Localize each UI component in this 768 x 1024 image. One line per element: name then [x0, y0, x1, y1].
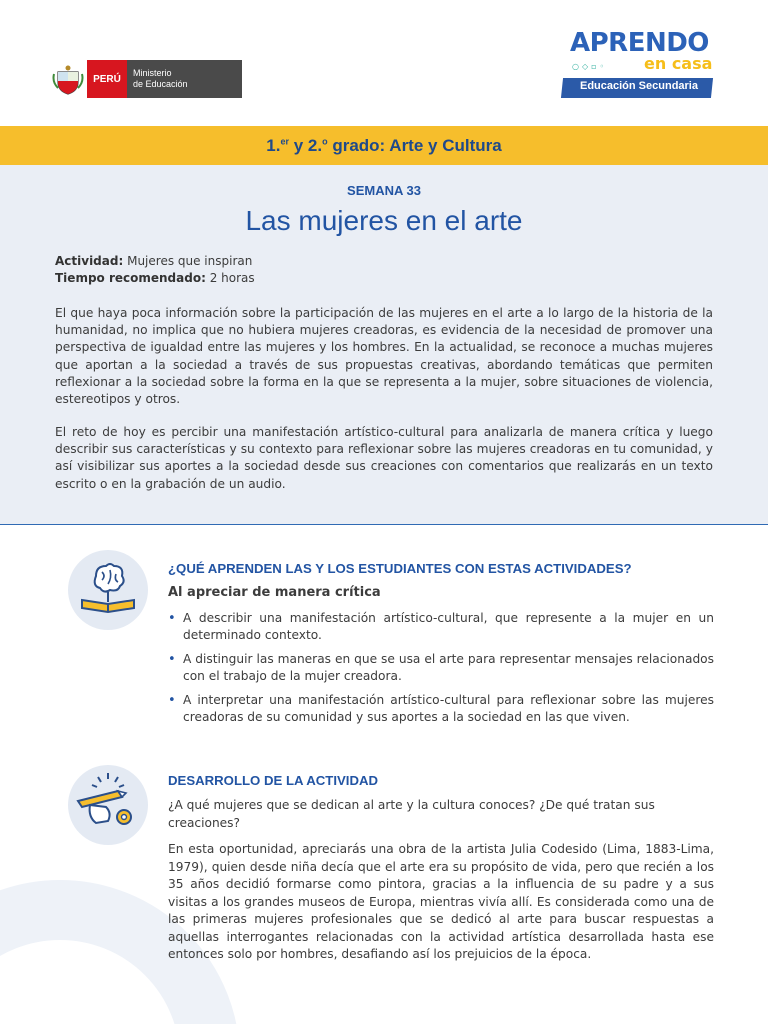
- gob-ministry-line2: de Educación: [133, 79, 188, 89]
- brand-dots-decoration: ○◇▫◦: [572, 62, 608, 71]
- grade-title: [266, 136, 501, 156]
- learning-heading: ¿QUÉ APRENDEN LAS Y LOS ESTUDIANTES CON ESTAS ACTIVIDADES?: [168, 561, 632, 576]
- brand-title: APRENDO: [570, 28, 709, 58]
- grade-title-text: 1.$^{er}$ y 2.$^o$ grado: Arte y Cultura: [266, 135, 502, 155]
- time-line: [55, 270, 255, 287]
- brand-ribbon-text: Educación Secundaria: [580, 80, 698, 92]
- brain-book-icon: [68, 550, 148, 630]
- page-title: Las mujeres en el arte: [245, 205, 523, 236]
- development-question: ¿A qué mujeres que se dedican al arte y la cultura conoces? ¿De qué tratan sus creaciones?: [168, 798, 655, 830]
- development-icon-circle: [68, 765, 148, 845]
- brand-subtitle: en casa: [644, 54, 713, 73]
- list-item: • A distinguir las maneras en que se usa el arte para representar mensajes relacionados con el trabajo de la mujer creadora.: [168, 651, 714, 685]
- learning-icon-circle: [68, 550, 148, 630]
- activity-line: [55, 253, 255, 270]
- hand-pencil-gear-icon: [68, 765, 148, 845]
- grade-bar: [0, 126, 768, 165]
- page-header: [0, 0, 768, 126]
- time-value: 2 horas: [209, 271, 255, 285]
- activity-meta: [55, 253, 255, 287]
- learning-list: [168, 610, 714, 733]
- list-item: • A describir una manifestación artístico-cultural, que represente a la mujer en un determinado contexto.: [168, 610, 714, 644]
- intro-panel: [0, 165, 768, 525]
- development-body: En esta oportunidad, apreciarás una obra de la artista Julia Codesido (Lima, 1883-Lima, 1979), quien desde niña decía que el arte era su propósito de vida, pero que recién a los 35 años decidió formarse como pintora, gracias a la influencia de su padre y a sus visitas a los grandes museos de Europa, mientras vivía allí. Es considerada como una de las primeras mujeres profesionales que se dedicó al arte para buscar respuestas a aquellas interrogantes relacionadas con la actividad artística desarrollada hasta ese entonces solo por hombres, desafiando así los prejuicios de la época.: [168, 842, 714, 961]
- intro-paragraph-2: El reto de hoy es percibir una manifestación artístico-cultural para analizarla de manera crítica y luego describir sus características y su contexto para reflexionar sobre las mujeres creadoras en tu comunidad, y así visibilizar sus aportes a la sociedad desde sus creaciones con comentarios que realizarás en un texto escrito o en la grabación de un audio.: [55, 425, 713, 491]
- development-heading: DESARROLLO DE LA ACTIVIDAD: [168, 773, 379, 788]
- gob-country: PERÚ: [87, 60, 127, 98]
- coat-of-arms-icon: [52, 64, 84, 96]
- list-item: • A interpretar una manifestación artístico-cultural para reflexionar sobre las mujeres creadoras de su comunidad y sus aportes a la sociedad en las que viven.: [168, 692, 714, 726]
- activity-value: Mujeres que inspiran: [127, 254, 253, 268]
- week-label: SEMANA 33: [347, 183, 421, 198]
- government-logo: [87, 60, 242, 98]
- gob-ministry: [127, 60, 242, 98]
- learning-subheading: Al apreciar de manera crítica: [168, 585, 381, 600]
- activity-label: Actividad:: [55, 254, 124, 268]
- aprendo-en-casa-logo: [562, 28, 714, 100]
- intro-paragraph-1: El que haya poca información sobre la participación de las mujeres en el arte a lo largo de la historia de la humanidad, no implica que no hubiera mujeres creadoras, es evidencia de la necesidad de promover una perspectiva de igualdad entre las mujeres y los hombres. En la actualidad, se reconoce a muchas mujeres que aportan a la sociedad a través de sus propuestas creativas, abordando temáticas que permiten reflexionar a la sociedad sobre la forma en la que se representa a la mujer, sobre situaciones de violencia, estereotipos y otros.: [55, 306, 713, 407]
- gob-ministry-line1: Ministerio: [133, 68, 172, 78]
- time-label: Tiempo recomendado:: [55, 271, 206, 285]
